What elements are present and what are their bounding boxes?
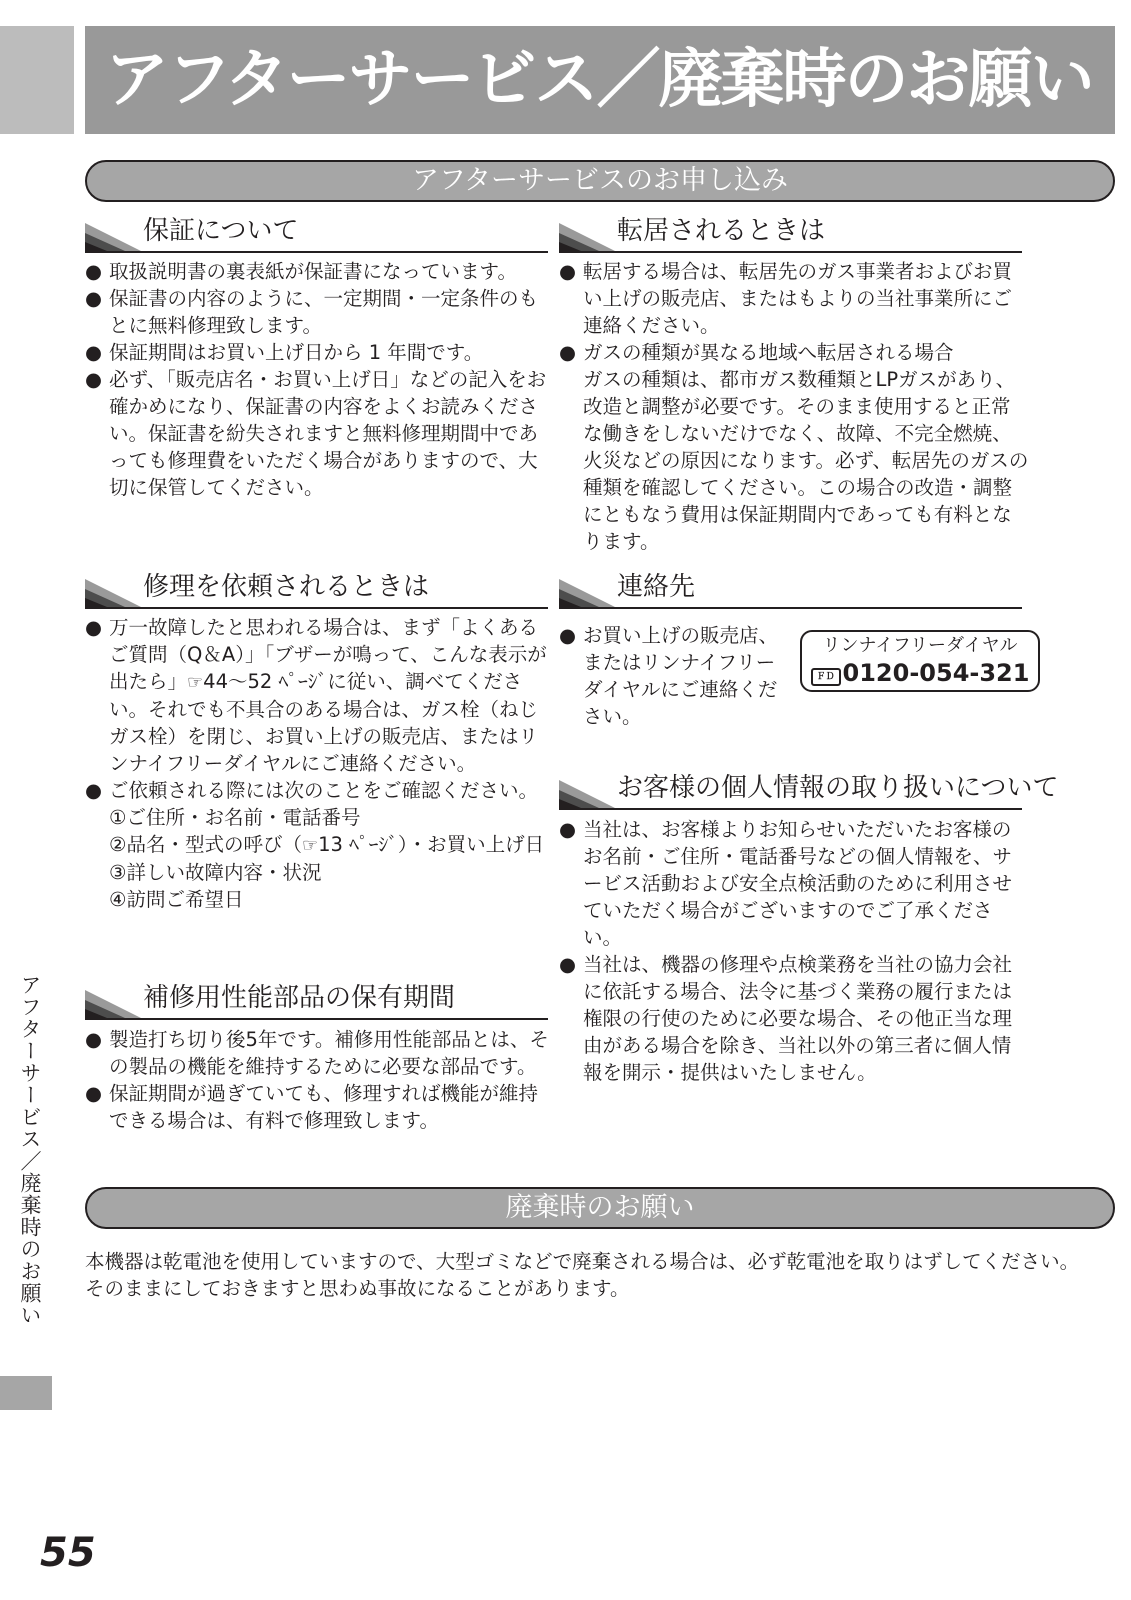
side-tab-marker [0, 26, 74, 134]
checklist-text: ）・お買い上げ日 [397, 833, 545, 856]
stair-stripe-icon [559, 770, 615, 808]
page-reference: 13 ﾍﾟｰｼﾞ [318, 833, 398, 856]
side-index-marker [0, 1376, 52, 1410]
parts-list [85, 1026, 553, 1134]
checklist-item: ④訪問ご希望日 [109, 888, 244, 911]
repair-title: 修理を依頼されるときは [143, 572, 430, 602]
disposal-heading-text: 廃棄時のお願い [505, 1192, 695, 1223]
page-reference: 44～52 ﾍﾟｰｼﾞ [203, 670, 328, 693]
warranty-list [85, 258, 553, 501]
list-item: ● 当社は、お客様よりお知らせいただいたお客様のお名前・ご住所・電話番号などの個人情報を、サービス活動および安全点検活動のために利用させていただく場合がございますのでご了承ください。 [559, 816, 1029, 951]
repair-section-header [85, 567, 548, 609]
warranty-section-header [85, 211, 548, 253]
pointing-hand-icon: ☞ [187, 672, 204, 693]
list-item: ● 必ず、「販売店名・お買い上げ日」などの記入をお確かめになり、保証書の内容をよくお読みください。保証書を紛失されますと無料修理期間中であっても修理費をいただく場合がありますので、大切に保管してください。 [85, 366, 553, 501]
disposal-text [85, 1248, 1125, 1302]
list-item: ● ガスの種類が異なる地域へ転居される場合 [559, 339, 1029, 366]
list-item: ● 取扱説明書の裏表紙が保証書になっています。 [85, 258, 553, 285]
disposal-heading [85, 1187, 1115, 1229]
stair-stripe-icon [559, 569, 615, 607]
stair-stripe-icon [85, 980, 141, 1018]
after-service-heading [85, 160, 1115, 202]
freedial-icon: ＦＤ [811, 668, 841, 686]
warranty-title: 保証について [143, 216, 299, 246]
list-item: ● 製造打ち切り後5年です。補修用性能部品とは、その製品の機能を維持するために必要な部品です。 [85, 1026, 553, 1080]
side-section-label: アフターサービス／廃棄時のお願い [18, 974, 42, 1326]
privacy-title: お客様の個人情報の取り扱いについて [617, 773, 1059, 803]
parts-title: 補修用性能部品の保有期間 [143, 983, 456, 1013]
freedial-number [802, 658, 1038, 688]
moving-section-header [559, 211, 1022, 253]
disposal-line: そのままにしておきますと思わぬ事故になることがあります。 [85, 1277, 630, 1300]
contact-title: 連絡先 [617, 572, 696, 602]
moving-detail: ガスの種類は、都市ガス数種類とLPガスがあり、改造と調整が必要です。そのまま使用すると正常な働きをしないだけでなく、故障、不完全燃焼、火災などの原因になります。必ず、転居先のガスの種類を確認してください。この場合の改造・調整にともなう費用は保証期間内であっても有料となります。 [583, 368, 1029, 553]
list-item: ● 転居する場合は、転居先のガス事業者およびお買い上げの販売店、またはもよりの当社事業所にご連絡ください。 [559, 258, 1029, 339]
repair-item-text: に従い、調べてください。それでも不具合のある場合は、ガス栓（ねじガス栓）を閉じ、お買い上げの販売店、またはリンナイフリーダイヤルにご連絡ください。 [109, 670, 539, 775]
stair-stripe-icon [85, 213, 141, 251]
moving-list [559, 258, 1029, 555]
checklist-item: ③詳しい故障内容・状況 [109, 861, 322, 884]
checklist-item [85, 831, 553, 859]
checklist-text: ②品名・型式の呼び（ [109, 833, 302, 856]
freedial-label: リンナイフリーダイヤル [822, 635, 1018, 656]
moving-title: 転居されるときは [617, 216, 826, 246]
disposal-line: 本機器は乾電池を使用していますので、大型ゴミなどで廃棄される場合は、必ず乾電池を取りはずしてください。 [85, 1250, 1080, 1273]
contact-section-header [559, 567, 1022, 609]
page-number: 55 [40, 1530, 96, 1576]
freedial-box [800, 630, 1040, 692]
repair-list [85, 614, 553, 913]
list-item: ● 保証書の内容のように、一定期間・一定条件のもとに無料修理致します。 [85, 285, 553, 339]
pointing-hand-icon: ☞ [301, 835, 319, 856]
parts-section-header [85, 978, 548, 1020]
page-title: アフターサービス／廃棄時のお願い [105, 43, 1093, 117]
stair-stripe-icon [559, 213, 615, 251]
phone-number: 0120-054-321 [842, 659, 1030, 687]
repair-item-text: 万一故障したと思われる場合は、まず「よくあるご質問（Q＆A）」「ブザーが鳴って、こんな表示が出たら」 [109, 616, 547, 693]
contact-list [559, 622, 787, 730]
list-item: ● お買い上げの販売店、またはリンナイフリーダイヤルにご連絡ください。 [559, 622, 787, 730]
list-item: ● 当社は、機器の修理や点検業務を当社の協力会社に依託する場合、法令に基づく業務の履行または権限の行使のために必要な場合、その他正当な理由がある場合を除き、当社以外の第三者に個人情報を開示・提供はいたしません。 [559, 951, 1029, 1086]
stair-stripe-icon [85, 569, 141, 607]
list-item [85, 614, 553, 777]
list-item: ● 保証期間はお買い上げ日から 1 年間です。 [85, 339, 553, 366]
list-item: ● 保証期間が過ぎていても、修理すれば機能が維持できる場合は、有料で修理致します。 [85, 1080, 553, 1134]
list-item: ● ご依頼される際には次のことをご確認ください。 [85, 777, 553, 804]
privacy-list [559, 816, 1029, 1086]
page-title-bar [85, 26, 1115, 134]
privacy-section-header [559, 768, 1059, 810]
after-service-heading-text: アフターサービスのお申し込み [411, 165, 789, 196]
checklist-item: ①ご住所・お名前・電話番号 [109, 806, 361, 829]
